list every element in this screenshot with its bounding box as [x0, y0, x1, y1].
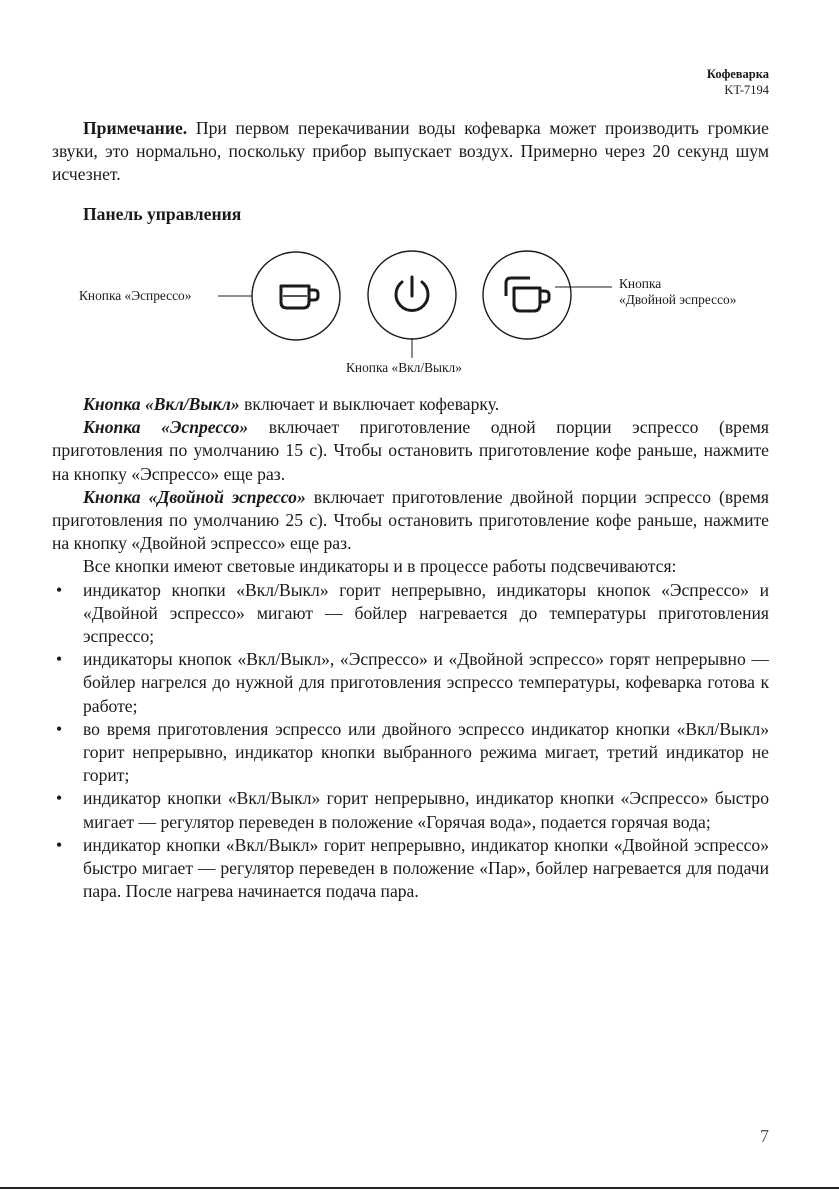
page-number: 7 — [760, 1126, 769, 1146]
list-item: • индикатор кнопки «Вкл/Выкл» горит непрерывно, индикатор кнопки «Эспрессо» быстро мигает — регулятор переведен в положение «Горячая вода», подается горячая вода; — [52, 787, 769, 833]
double-label-line2: «Двойной эспрессо» — [619, 292, 737, 307]
list-item: • во время приготовления эспрессо или двойного эспрессо индикатор кнопки «Вкл/Выкл» горит непрерывно, индикатор кнопки выбранного режима мигает, третий индикатор не горит; — [52, 718, 769, 788]
list-item: • индикатор кнопки «Вкл/Выкл» горит непрерывно, индикаторы кнопок «Эспрессо» и «Двойной эспрессо» мигают — бойлер нагревается до температуры приготовления эспрессо; — [52, 579, 769, 649]
double-espresso-button-label — [619, 276, 736, 308]
list-item: • индикаторы кнопок «Вкл/Выкл», «Эспрессо» и «Двойной эспрессо» горят непрерывно — бойлер нагрелся до нужной для приготовления эспрессо температуры, кофеварка готова к работе; — [52, 648, 769, 718]
power-button[interactable] — [368, 251, 456, 339]
list-item: • индикатор кнопки «Вкл/Выкл» горит непрерывно, индикатор кнопки «Двойной эспрессо» быстро мигает — регулятор переведен в положение «Пар», бойлер нагревается для подачи пара. После нагрева начинается подача пара. — [52, 834, 769, 904]
description-text: включает приготовление одной порции эспрессо (время приготовления по умолчанию 15 с). Чтобы остановить приготовление кофе раньше, нажмите на кнопку «Эспрессо» еще раз. — [52, 417, 769, 484]
control-panel-diagram — [0, 240, 839, 385]
description-term: Кнопка «Вкл/Выкл» — [83, 394, 240, 414]
description-text: включает приготовление двойной порции эспрессо (время приготовления по умолчанию 25 с). Чтобы остановить приготовление кофе раньше, нажмите на кнопку «Двойной эспрессо» еще раз. — [52, 486, 769, 554]
indicators-intro: Все кнопки имеют световые индикаторы и в процессе работы подсвечиваются: — [83, 556, 677, 577]
body-text — [52, 393, 769, 903]
note-text: При первом перекачивании воды кофеварка может производить громкие звуки, это нормально, поскольку прибор выпускает воздух. Примерно через 20 секунд шум исчезнет. — [52, 118, 769, 185]
description-power — [52, 393, 769, 416]
power-button-label: Кнопка «Вкл/Выкл» — [346, 360, 462, 375]
section-title: Панель управления — [83, 204, 242, 224]
double-label-line1: Кнопка — [619, 276, 662, 291]
espresso-button-label: Кнопка «Эспрессо» — [79, 288, 192, 303]
note-paragraph — [52, 117, 769, 187]
cup-icon — [281, 286, 318, 308]
double-espresso-button[interactable] — [483, 251, 571, 339]
header-model: KT-7194 — [724, 83, 769, 97]
double-cup-icon — [506, 278, 549, 311]
description-text: включает и выключает кофеварку. — [239, 394, 500, 414]
bottom-rule — [0, 1187, 839, 1189]
header-product: Кофеварка — [706, 67, 769, 81]
description-espresso — [52, 416, 769, 486]
description-double-espresso — [52, 486, 769, 556]
note-label: Примечание. — [83, 118, 188, 138]
description-term: Кнопка «Эспрессо» — [83, 417, 249, 438]
indicator-list — [52, 579, 769, 904]
page-header — [707, 66, 769, 98]
description-term: Кнопка «Двойной эспрессо» — [83, 486, 306, 507]
power-icon — [396, 277, 428, 310]
espresso-button[interactable] — [252, 252, 340, 340]
